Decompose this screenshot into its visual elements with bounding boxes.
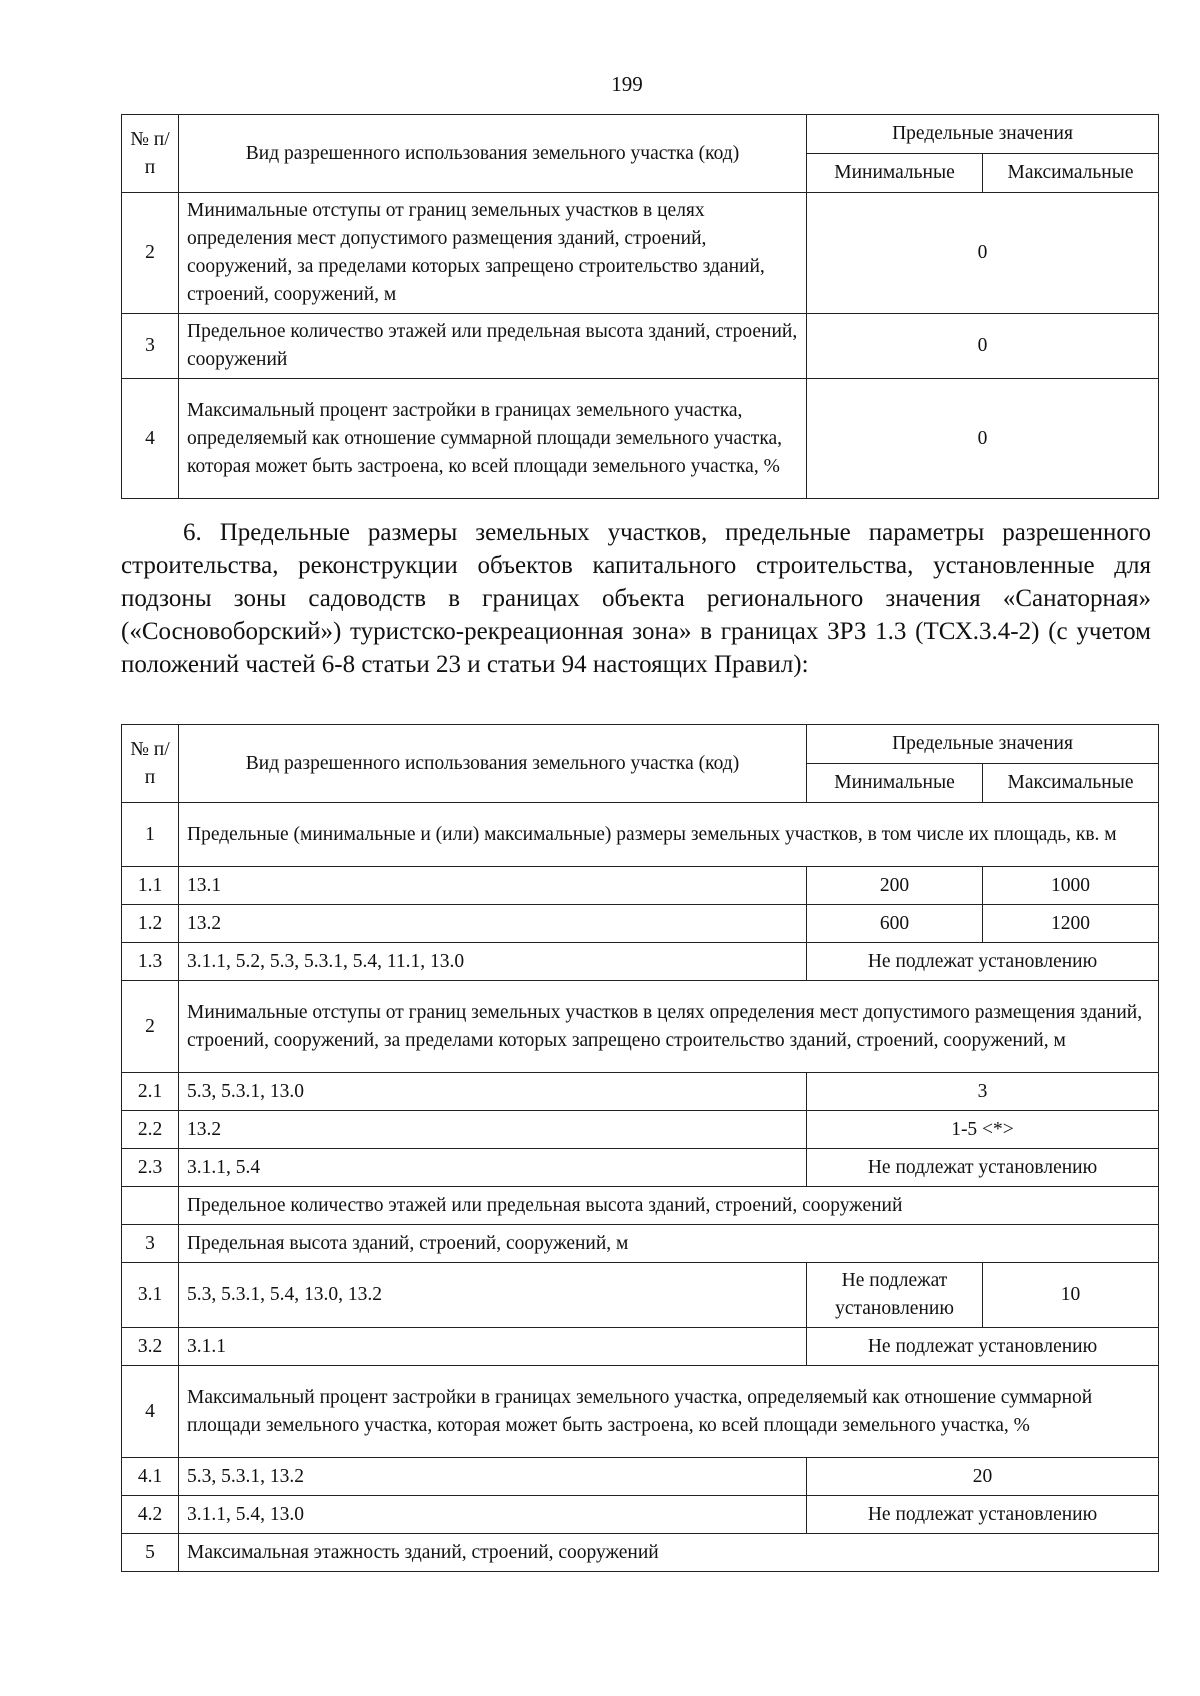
row-code: 13.2	[179, 905, 807, 943]
row-description: Предельная высота зданий, строений, сооружений, м	[179, 1225, 1159, 1263]
row-code: 13.1	[179, 867, 807, 905]
header-max: Максимальные	[983, 764, 1159, 803]
row-number: 3.2	[122, 1328, 179, 1366]
header-num: № п/п	[122, 725, 179, 803]
row-min: 600	[807, 905, 983, 943]
row-number: 4	[122, 379, 179, 499]
row-number: 4.2	[122, 1496, 179, 1534]
row-description: Предельное количество этажей или предельная высота зданий, строений, сооружений	[179, 314, 807, 379]
table-row	[122, 1225, 1159, 1263]
table-row	[122, 943, 1159, 981]
row-max: 1200	[983, 905, 1159, 943]
row-code: 5.3, 5.3.1, 13.2	[179, 1458, 807, 1496]
row-value: Не подлежат установлению	[807, 1149, 1159, 1187]
row-code: 3.1.1, 5.4	[179, 1149, 807, 1187]
header-limits: Предельные значения	[807, 115, 1159, 154]
header-type: Вид разрешенного использования земельного участка (код)	[179, 725, 807, 803]
table-row	[122, 314, 1159, 379]
row-number: 4.1	[122, 1458, 179, 1496]
row-number: 2	[122, 193, 179, 314]
table-row	[122, 1458, 1159, 1496]
row-code: 13.2	[179, 1111, 807, 1149]
table-row	[122, 1111, 1159, 1149]
header-min: Минимальные	[807, 154, 983, 193]
row-code: 3.1.1, 5.2, 5.3, 5.3.1, 5.4, 11.1, 13.0	[179, 943, 807, 981]
row-number	[122, 1187, 179, 1225]
row-value: 0	[807, 314, 1159, 379]
row-number: 3	[122, 1225, 179, 1263]
row-number: 4	[122, 1366, 179, 1458]
row-max: 10	[983, 1263, 1159, 1328]
row-number: 1	[122, 803, 179, 867]
row-number: 5	[122, 1534, 179, 1572]
table-row	[122, 379, 1159, 499]
row-number: 1.2	[122, 905, 179, 943]
table-row	[122, 1073, 1159, 1111]
table-row	[122, 1328, 1159, 1366]
table-row	[122, 193, 1159, 314]
row-min: 200	[807, 867, 983, 905]
header-limits: Предельные значения	[807, 725, 1159, 764]
table-row	[122, 981, 1159, 1073]
row-value: Не подлежат установлению	[807, 943, 1159, 981]
row-description: Предельное количество этажей или предельная высота зданий, строений, сооружений	[179, 1187, 1159, 1225]
table-row	[122, 1263, 1159, 1328]
row-code: 5.3, 5.3.1, 5.4, 13.0, 13.2	[179, 1263, 807, 1328]
table-row	[122, 803, 1159, 867]
row-value: 20	[807, 1458, 1159, 1496]
table-row	[122, 1366, 1159, 1458]
row-number: 2.2	[122, 1111, 179, 1149]
row-min: Не подлежат установлению	[807, 1263, 983, 1328]
row-description: Минимальные отступы от границ земельных участков в целях определения мест допустимого размещения зданий, строений, сооружений, за пределами которых запрещено строительство зданий, строений, сооружений, м	[179, 981, 1159, 1073]
row-code: 3.1.1, 5.4, 13.0	[179, 1496, 807, 1534]
row-description: Минимальные отступы от границ земельных участков в целях определения мест допустимого размещения зданий, строений, сооружений, за пределами которых запрещено строительство зданий, строений, сооружений, м	[179, 193, 807, 314]
row-description: Максимальный процент застройки в границах земельного участка, определяемый как отношение суммарной площади земельного участка, которая может быть застроена, ко всей площади земельного участка, %	[179, 1366, 1159, 1458]
header-min: Минимальные	[807, 764, 983, 803]
row-number: 2.1	[122, 1073, 179, 1111]
row-number: 3.1	[122, 1263, 179, 1328]
row-number: 1.1	[122, 867, 179, 905]
row-code: 3.1.1	[179, 1328, 807, 1366]
row-description: Предельные (минимальные и (или) максимальные) размеры земельных участков, в том числе их площадь, кв. м	[179, 803, 1159, 867]
row-code: 5.3, 5.3.1, 13.0	[179, 1073, 807, 1111]
row-value: 0	[807, 193, 1159, 314]
row-max: 1000	[983, 867, 1159, 905]
row-value: 0	[807, 379, 1159, 499]
limits-table-continued	[121, 114, 1159, 499]
page-number: 199	[611, 72, 643, 96]
header-max: Максимальные	[983, 154, 1159, 193]
row-value: Не подлежат установлению	[807, 1496, 1159, 1534]
table-row	[122, 1496, 1159, 1534]
header-type: Вид разрешенного использования земельного участка (код)	[179, 115, 807, 193]
row-description: Максимальный процент застройки в границах земельного участка, определяемый как отношение суммарной площади земельного участка, которая может быть застроена, ко всей площади земельного участка, %	[179, 379, 807, 499]
row-value: 1-5 <*>	[807, 1111, 1159, 1149]
table-row	[122, 1187, 1159, 1225]
table-row	[122, 1534, 1159, 1572]
table-row	[122, 867, 1159, 905]
row-value: Не подлежат установлению	[807, 1328, 1159, 1366]
row-number: 2	[122, 981, 179, 1073]
row-value: 3	[807, 1073, 1159, 1111]
row-number: 2.3	[122, 1149, 179, 1187]
limits-table	[121, 724, 1159, 1572]
row-number: 3	[122, 314, 179, 379]
table-row	[122, 905, 1159, 943]
row-description: Максимальная этажность зданий, строений, сооружений	[179, 1534, 1159, 1572]
section-paragraph: 6. Предельные размеры земельных участков, предельные параметры разрешенного строительства, реконструкции объектов капитального строительства, установленные для подзоны зоны садоводств в границах объекта регионального значения «Санаторная» («Сосновоборский») туристско-рекреационная зона» в границах ЗРЗ 1.3 (ТСХ.3.4-2) (с учетом положений частей 6-8 статьи 23 и статьи 94 настоящих Правил):	[121, 519, 1151, 678]
header-num: № п/п	[122, 115, 179, 193]
table-row	[122, 1149, 1159, 1187]
row-number: 1.3	[122, 943, 179, 981]
